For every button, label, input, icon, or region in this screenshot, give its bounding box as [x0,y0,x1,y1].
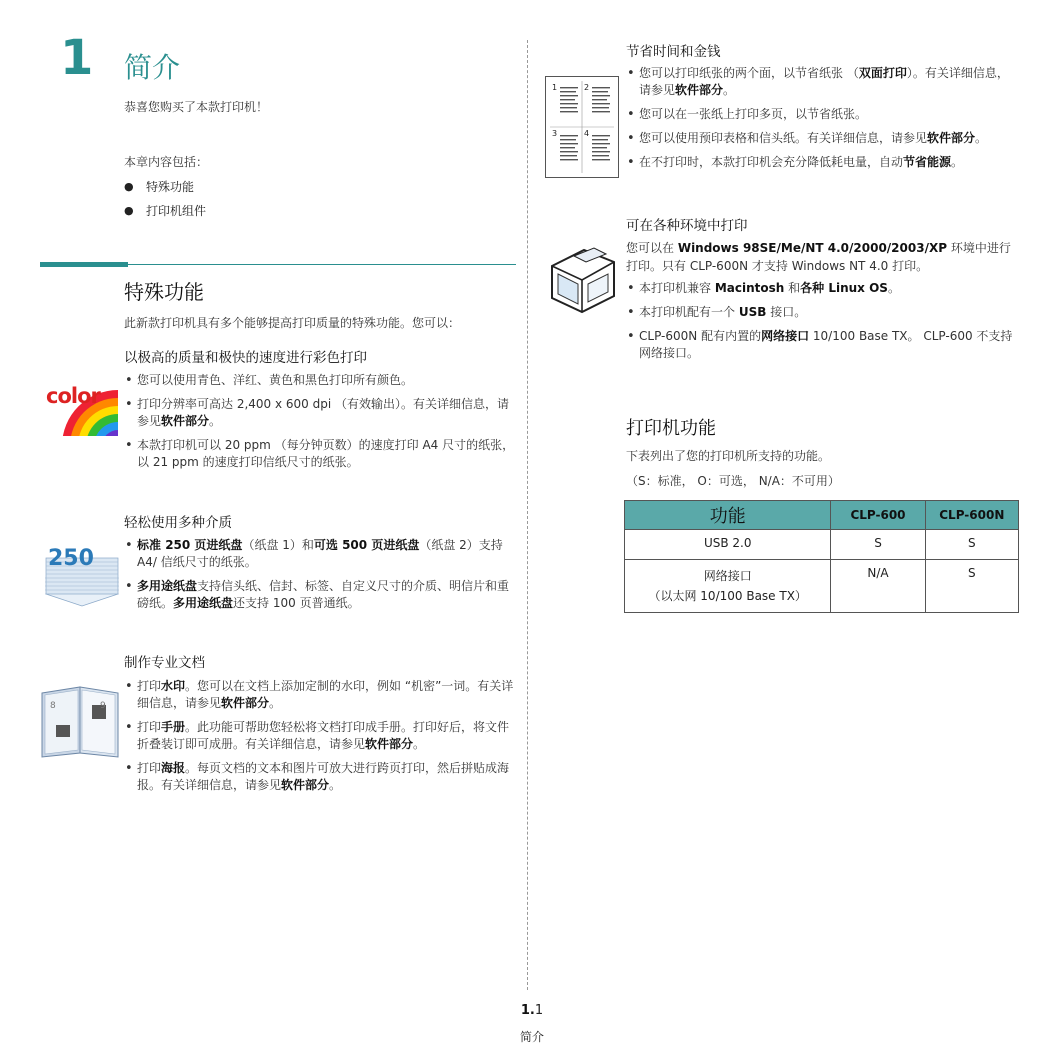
row-clp600: N/A [831,560,925,613]
doc-heading: 制作专业文档 [124,655,205,671]
chapter-number: 1 [60,30,94,86]
color-list [124,372,516,478]
doc-list [124,678,516,801]
multipage-thumb-icon: 1 2 3 4 [545,76,619,178]
list-item: • 标准 250 页进纸盘（纸盘 1）和可选 500 页进纸盘（纸盘 2）支持 A4/ 信纸尺寸的纸张。 [124,537,516,571]
media-list [124,537,516,619]
table-row [625,530,1019,560]
list-item: • 打印手册。此功能可帮助您轻松将文档打印成手册。打印好后，将文件折叠装订即可成册。有关详细信息，请参见软件部分。 [124,719,516,753]
table-header-row [625,501,1019,530]
features-title: 打印机功能 [626,418,716,439]
save-list [626,65,1018,178]
printer-icon [544,244,620,316]
list-item: • 多用途纸盘支持信头纸、信封、标签、自定义尺寸的介质、明信片和重磅纸。多用途纸盘还支持 100 页普通纸。 [124,578,516,612]
row-clp600n: S [925,560,1018,613]
chapter-title: 简介 [124,51,181,84]
list-item: • 本款打印机可以 20 ppm （每分钟页数）的速度打印 A4 尺寸的纸张，以 21 ppm 的速度打印信纸尺寸的纸张。 [124,437,516,471]
row-feature: USB 2.0 [625,530,831,560]
section-bar [40,262,128,267]
software-link[interactable]: 软件部分 [281,778,330,792]
list-item: • 打印分辨率可高达 2,400 x 600 dpi （有效输出）。有关详细信息，请参见软件部分。 [124,396,516,430]
list-item: • 打印海报。每页文档的文本和图片可放大进行跨页打印，然后拼贴成海报。有关详细信息，请参见软件部分。 [124,760,516,794]
row-feature: 网络接口 （以太网 10/100 Base TX） [625,560,831,613]
features-desc: 下表列出了您的打印机所支持的功能。 [626,449,831,463]
color-heading: 以极高的质量和极快的速度进行彩色打印 [124,350,367,366]
list-item: • 本打印机配有一个 USB 接口。 [626,304,1020,321]
media-heading: 轻松使用多种介质 [124,515,232,531]
intro-contains: 本章内容包括： [124,155,209,169]
col-header-feature: 功能 [625,501,831,530]
paper-stack-icon: 250 [42,538,120,610]
booklet-icon: 8 9 [40,683,120,759]
section-line [128,264,516,265]
page-number: 1.1 [520,1003,544,1018]
software-link[interactable]: 软件部分 [221,696,270,710]
color-icon: color [44,376,118,436]
intro-congrats: 恭喜您购买了本款打印机！ [124,100,269,114]
list-item: • 本打印机兼容 Macintosh 和各种 Linux OS。 [626,280,1020,297]
software-link[interactable]: 软件部分 [161,414,210,428]
software-link[interactable]: 软件部分 [365,737,414,751]
col-header-clp600: CLP-600 [831,501,925,530]
list-item: • 在不打印时，本款打印机会充分降低耗电量，自动节省能源。 [626,154,1018,171]
save-heading: 节省时间和金钱 [626,44,721,60]
software-link[interactable]: 软件部分 [675,83,724,97]
row-clp600: S [831,530,925,560]
intro-link-components[interactable]: ● 打印机组件 [124,202,424,220]
list-item: • 您可以使用青色、洋红、黄色和黑色打印所有颜色。 [124,372,516,389]
column-divider [527,40,528,990]
env-desc: 您可以在 Windows 98SE/Me/NT 4.0/2000/2003/XP 环境中进行打印。只有 CLP-600N 才支持 Windows NT 4.0 打印。 [626,241,1011,273]
software-link[interactable]: 软件部分 [927,131,976,145]
footer-label: 简介 [519,1030,544,1044]
list-item: • 您可以使用预印表格和信头纸。有关详细信息，请参见软件部分。 [626,130,1018,147]
intro-link-special[interactable]: ● 特殊功能 [124,178,424,196]
env-heading: 可在各种环境中打印 [626,218,748,234]
special-desc: 此新款打印机具有多个能够提高打印质量的特殊功能。您可以： [124,316,461,330]
col-header-clp600n: CLP-600N [925,501,1018,530]
list-item: • 您可以打印纸张的两个面，以节省纸张 （双面打印）。有关详细信息，请参见软件部分。 [626,65,1018,99]
intro-list [124,178,424,226]
features-legend: （S：标准， O：可选， N/A：不可用） [626,474,840,488]
row-clp600n: S [925,530,1018,560]
features-table [624,500,1019,613]
table-row [625,560,1019,613]
list-item: • 打印水印。您可以在文档上添加定制的水印，例如 “机密”一词。有关详细信息，请参见软件部分。 [124,678,516,712]
env-list [626,280,1020,369]
list-item: • CLP-600N 配有内置的网络接口 10/100 Base TX。 CLP-600 不支持网络接口。 [626,328,1020,362]
special-title: 特殊功能 [124,280,204,304]
list-item: • 您可以在一张纸上打印多页，以节省纸张。 [626,106,1018,123]
